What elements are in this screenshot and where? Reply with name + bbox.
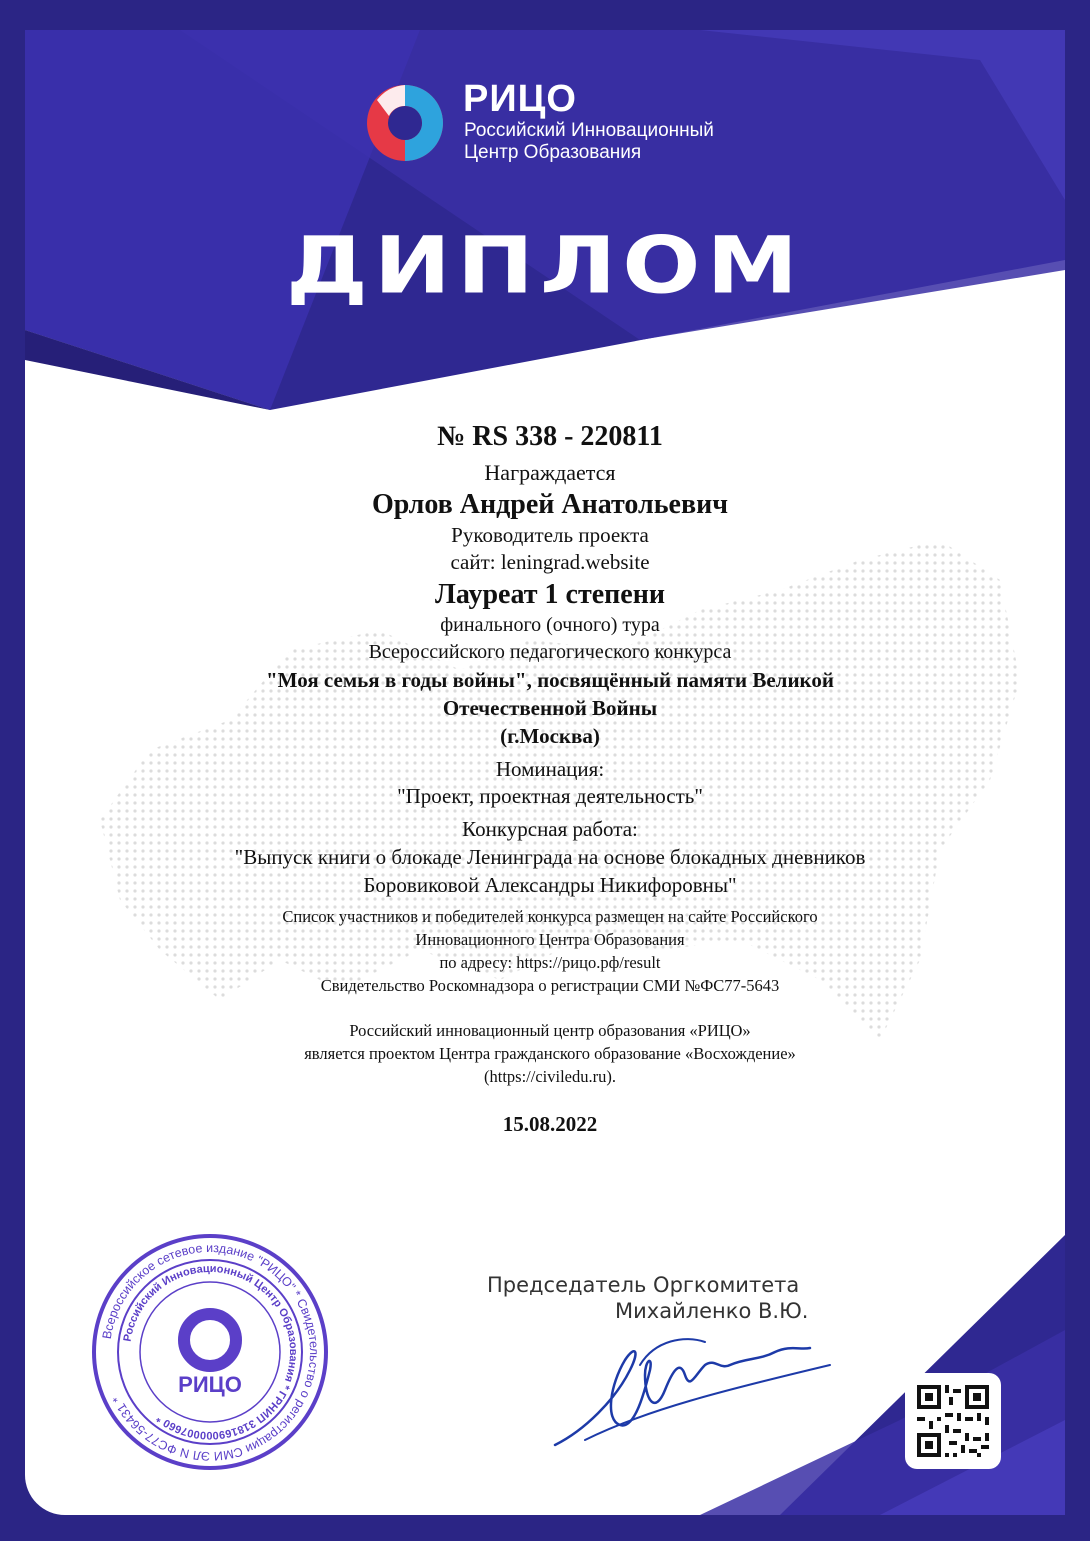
contest-type: Всероссийского педагогического конкурса	[368, 641, 732, 663]
qr-code-card	[905, 1373, 1001, 1469]
official-stamp	[90, 1232, 330, 1472]
stamp-outer-text: Всероссийское сетевое издание "РИЦО" * Свидетельство о регистрации СМИ ЭЛ N ФС77-56431 *	[99, 1240, 322, 1464]
chairman-block	[487, 1272, 808, 1324]
issue-date: 15.08.2022	[502, 1112, 598, 1136]
chairman-title: Председатель Оргкомитета	[487, 1273, 800, 1297]
stamp-center-label: РИЦО	[178, 1372, 242, 1397]
nomination-value: "Проект, проектная деятельность"	[397, 784, 703, 808]
logo-subtitle-line2: Центр Образования	[464, 142, 642, 163]
round: финального (очного) тура	[440, 614, 660, 636]
info-line2: Инновационного Центра Образования	[415, 930, 685, 949]
logo-subtitle-line1: Российский Инновационный	[464, 120, 714, 141]
project-line1: Российский инновационный центр образования «РИЦО»	[349, 1021, 751, 1040]
rico-logo-icon	[357, 80, 453, 166]
recipient-role: Руководитель проекта	[451, 523, 649, 547]
recipient-site: сайт: leningrad.website	[450, 550, 650, 574]
contest-city: (г.Москва)	[500, 724, 600, 748]
project-line2: является проектом Центра гражданского образование «Восхождение»	[304, 1044, 796, 1063]
info-line4: Свидетельство Роскомнадзора о регистрации СМИ №ФС77-5643	[320, 976, 780, 995]
logo-subtitle	[464, 120, 714, 164]
stamp-inner-text: Российский Инновационный Центр Образования * ГРНИП 318169000007660 *	[121, 1262, 300, 1442]
diploma-body	[140, 420, 960, 1138]
degree: Лауреат 1 степени	[435, 579, 665, 610]
work-line2: Боровиковой Александры Никифоровны"	[363, 873, 737, 897]
nomination-label: Номинация:	[495, 757, 605, 781]
project-line3: (https://civiledu.ru).	[484, 1067, 616, 1086]
signature-image	[545, 1330, 845, 1460]
chairman-name: Михайленко В.Ю.	[615, 1299, 809, 1323]
info-line3: по адресу: https://рицо.рф/result	[439, 953, 661, 972]
work-label: Конкурсная работа:	[462, 817, 638, 841]
recipient-name: Орлов Андрей Анатольевич	[371, 489, 729, 520]
logo-name: РИЦО	[463, 78, 577, 120]
contest-name-line2: Отечественной Войны	[442, 696, 658, 720]
svg-text:Российский Инновационный Центр	[122, 1263, 299, 1441]
diploma-number: № RS 338 - 220811	[437, 421, 663, 452]
contest-name-line1: "Моя семья в годы войны", посвящённый памяти Великой	[266, 668, 834, 692]
awarded-label: Награждается	[484, 460, 616, 485]
info-line1: Список участников и победителей конкурса размещен на сайте Российского	[282, 907, 818, 926]
work-line1: "Выпуск книги о блокаде Ленинграда на основе блокадных дневников	[234, 845, 866, 869]
diploma-title: ДИПЛОМ	[285, 220, 805, 311]
qr-code-icon	[905, 1373, 1001, 1469]
